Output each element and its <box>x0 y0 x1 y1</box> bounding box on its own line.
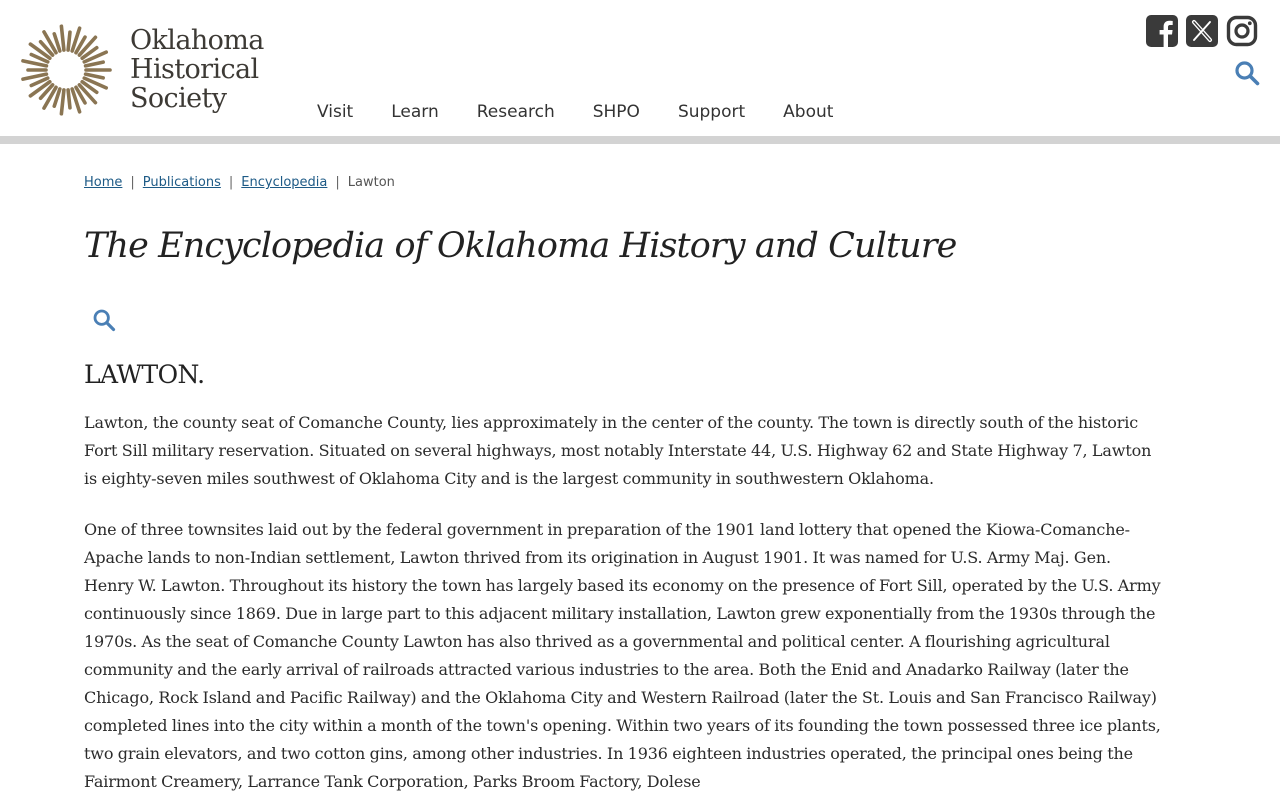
logo-ray <box>61 90 64 114</box>
breadcrumb-home[interactable]: Home <box>84 175 123 190</box>
logo-line: Historical <box>130 54 259 85</box>
breadcrumb-separator: | <box>335 175 340 190</box>
nav-item-learn[interactable]: Learn <box>391 102 439 122</box>
article-paragraph: Lawton, the county seat of Comanche County, lies approximately in the center of the county. The town is directly south of the historic Fort Sill military reservation. Situated on several highways, most notably Interstate 44, U.S. Highway 62 and State Highway 7, Lawton is eighty-seven miles southwest of Oklahoma City and is the largest community in southwestern Oklahoma. <box>84 413 1152 488</box>
breadcrumb-publications[interactable]: Publications <box>142 175 221 190</box>
main-nav <box>298 100 852 128</box>
logo-ray <box>68 32 70 50</box>
nav-item-support[interactable]: Support <box>677 102 746 122</box>
breadcrumb-encyclopedia[interactable]: Encyclopedia <box>241 175 328 190</box>
logo-line: Society <box>130 83 227 114</box>
instagram-icon[interactable] <box>1226 15 1258 47</box>
facebook-icon[interactable] <box>1146 15 1178 47</box>
logo-wordmark <box>130 26 264 113</box>
logo-line: Oklahoma <box>130 25 264 56</box>
nav-item-research[interactable]: Research <box>476 102 555 122</box>
breadcrumb-current: Lawton <box>347 175 395 190</box>
header-divider <box>0 136 1280 144</box>
nav-item-shpo[interactable]: SHPO <box>592 102 640 122</box>
sunburst-logo-icon <box>20 24 112 116</box>
breadcrumb-separator: | <box>228 175 234 190</box>
search-icon[interactable] <box>92 308 116 332</box>
breadcrumb <box>84 175 395 190</box>
nav-item-visit[interactable]: Visit <box>317 102 354 122</box>
article-title: LAWTON. <box>84 360 205 389</box>
nav-item-about[interactable]: About <box>783 102 834 122</box>
breadcrumb-separator: | <box>130 175 135 190</box>
article-body <box>84 409 1164 800</box>
logo-ray <box>68 90 70 108</box>
site-header <box>0 0 1280 136</box>
social-links <box>1146 15 1258 47</box>
logo-ray <box>86 62 104 66</box>
logo-ray <box>86 74 104 78</box>
search-icon[interactable] <box>1234 60 1260 86</box>
page-title: The Encyclopedia of Oklahoma History and Culture <box>84 226 957 266</box>
article-paragraph: One of three townsites laid out by the federal government in preparation of the 1901 land lottery that opened the Kiowa-Comanche-Apache lands to non-Indian settlement, Lawton thrived from its origination in August 1901. It was named for U.S. Army Maj. Gen. Henry W. Lawton. Throughout its history the town has largely based its economy on the presence of Fort Sill, operated by the U.S. Army continuously since 1869. Due in large part to this adjacent military installation, Lawton grew exponentially from the 1930s through the 1970s. As the seat of Comanche County Lawton has also thrived as a governmental and political center. A flourishing agricultural community and the early arrival of railroads attracted various industries to the area. Both the Enid and Anadarko Railway (later the Chicago, Rock Island and Pacific Railway) and the Oklahoma City and Western Railroad (later the St. Louis and San Francisco Railway) completed lines into the city within a month of the town's opening. Within two years of its founding the town possessed three ice plants, two grain elevators, and two cotton gins, among other industries. In 1936 eighteen industries operated, the principal ones being the Fairmont Creamery, Larrance Tank Corporation, Parks Broom Factory, Dolese <box>84 520 1161 791</box>
logo-ray <box>61 26 64 50</box>
site-logo[interactable] <box>20 24 270 116</box>
x-twitter-icon[interactable] <box>1186 15 1218 47</box>
